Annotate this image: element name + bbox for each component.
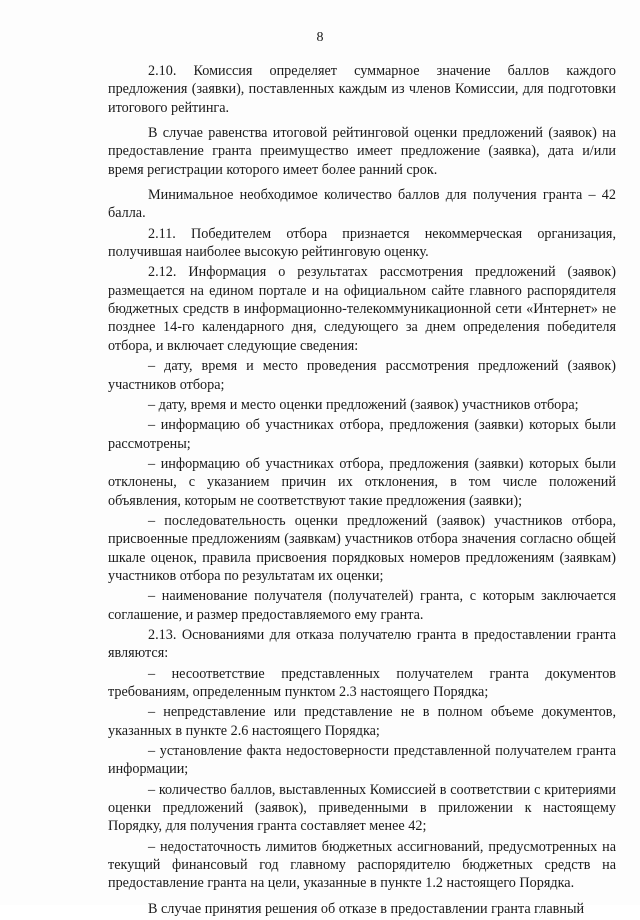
paragraph-2-11: 2.11. Победителем отбора признается некоммерческая организация, получившая наиболее высокую рейтинговую оценку. xyxy=(108,225,616,261)
list-item: – наименование получателя (получателей) гранта, с которым заключается соглашение, и размер предоставляемого ему гранта. xyxy=(108,588,616,623)
document-body xyxy=(108,62,616,920)
list-item: – информацию об участниках отбора, предложения (заявки) которых были отклонены, с указанием причин их отклонения, в том числе положений объявления, которым не соответствуют такие предложения (заявки); xyxy=(108,455,616,509)
list-item: – информацию об участниках отбора, предложения (заявки) которых были рассмотрены; xyxy=(108,417,616,452)
list-item: – непредставление или представление не в полном объеме документов, указанных в пункте 2.6 настоящего Порядка; xyxy=(108,704,616,739)
paragraph-2-10: 2.10. Комиссия определяет суммарное значение баллов каждого предложения (заявки), поставленных каждым из членов Комиссии, для подготовки итогового рейтинга. xyxy=(108,63,616,116)
paragraph-min-score: Минимальное необходимое количество баллов для получения гранта – 42 балла. xyxy=(108,187,616,222)
paragraph-refusal: В случае принятия решения об отказе в предоставлении гранта главный xyxy=(148,900,585,917)
page-number: 8 xyxy=(316,30,324,45)
list-item: – недостаточность лимитов бюджетных ассигнований, предусмотренных на текущий финансовый год главному распорядителю бюджетных средств на предоставление гранта на цели, указанные в пункте 1.2 настоящего Порядка. xyxy=(108,838,616,892)
paragraph-tie-break: В случае равенства итоговой рейтинговой оценки предложений (заявок) на предоставление гранта преимущество имеет предложение (заявка), дата и/или время регистрации которого имеет более ранний срок. xyxy=(108,125,616,178)
list-item: – дату, время и место проведения рассмотрения предложений (заявок) участников отбора; xyxy=(108,358,616,393)
list-item: – дату, время и место оценки предложений (заявок) участников отбора; xyxy=(148,396,579,413)
list-item: – количество баллов, выставленных Комиссией в соответствии с критериями оценки предложений (заявок), приведенными в приложении к настоящему Порядку, для получения гранта составляет менее 42; xyxy=(108,781,616,835)
list-item: – несоответствие представленных получателем гранта документов требованиям, определенным пунктом 2.3 настоящего Порядка; xyxy=(108,665,616,700)
list-item: – установление факта недостоверности представленной получателем гранта информации; xyxy=(108,743,616,778)
paragraph-2-12: 2.12. Информация о результатах рассмотрения предложений (заявок) размещается на едином портале и на официальном сайте главного распорядителя бюджетных средств в информационно-телекоммуникационной сети «Интернет» не позднее 14-го календарного дня, следующего за днем определения победителя отбора, и включает следующие сведения: xyxy=(108,264,616,354)
paragraph-2-13: 2.13. Основаниями для отказа получателю гранта в предоставлении гранта являются: xyxy=(108,626,616,662)
list-item: – последовательность оценки предложений (заявок) участников отбора, присвоенные предложениям (заявкам) участников отбора значения согласно общей шкале оценок, правила присвоения порядковых номеров предложениям (заявкам) участников отбора по результатам их оценки; xyxy=(108,512,616,584)
